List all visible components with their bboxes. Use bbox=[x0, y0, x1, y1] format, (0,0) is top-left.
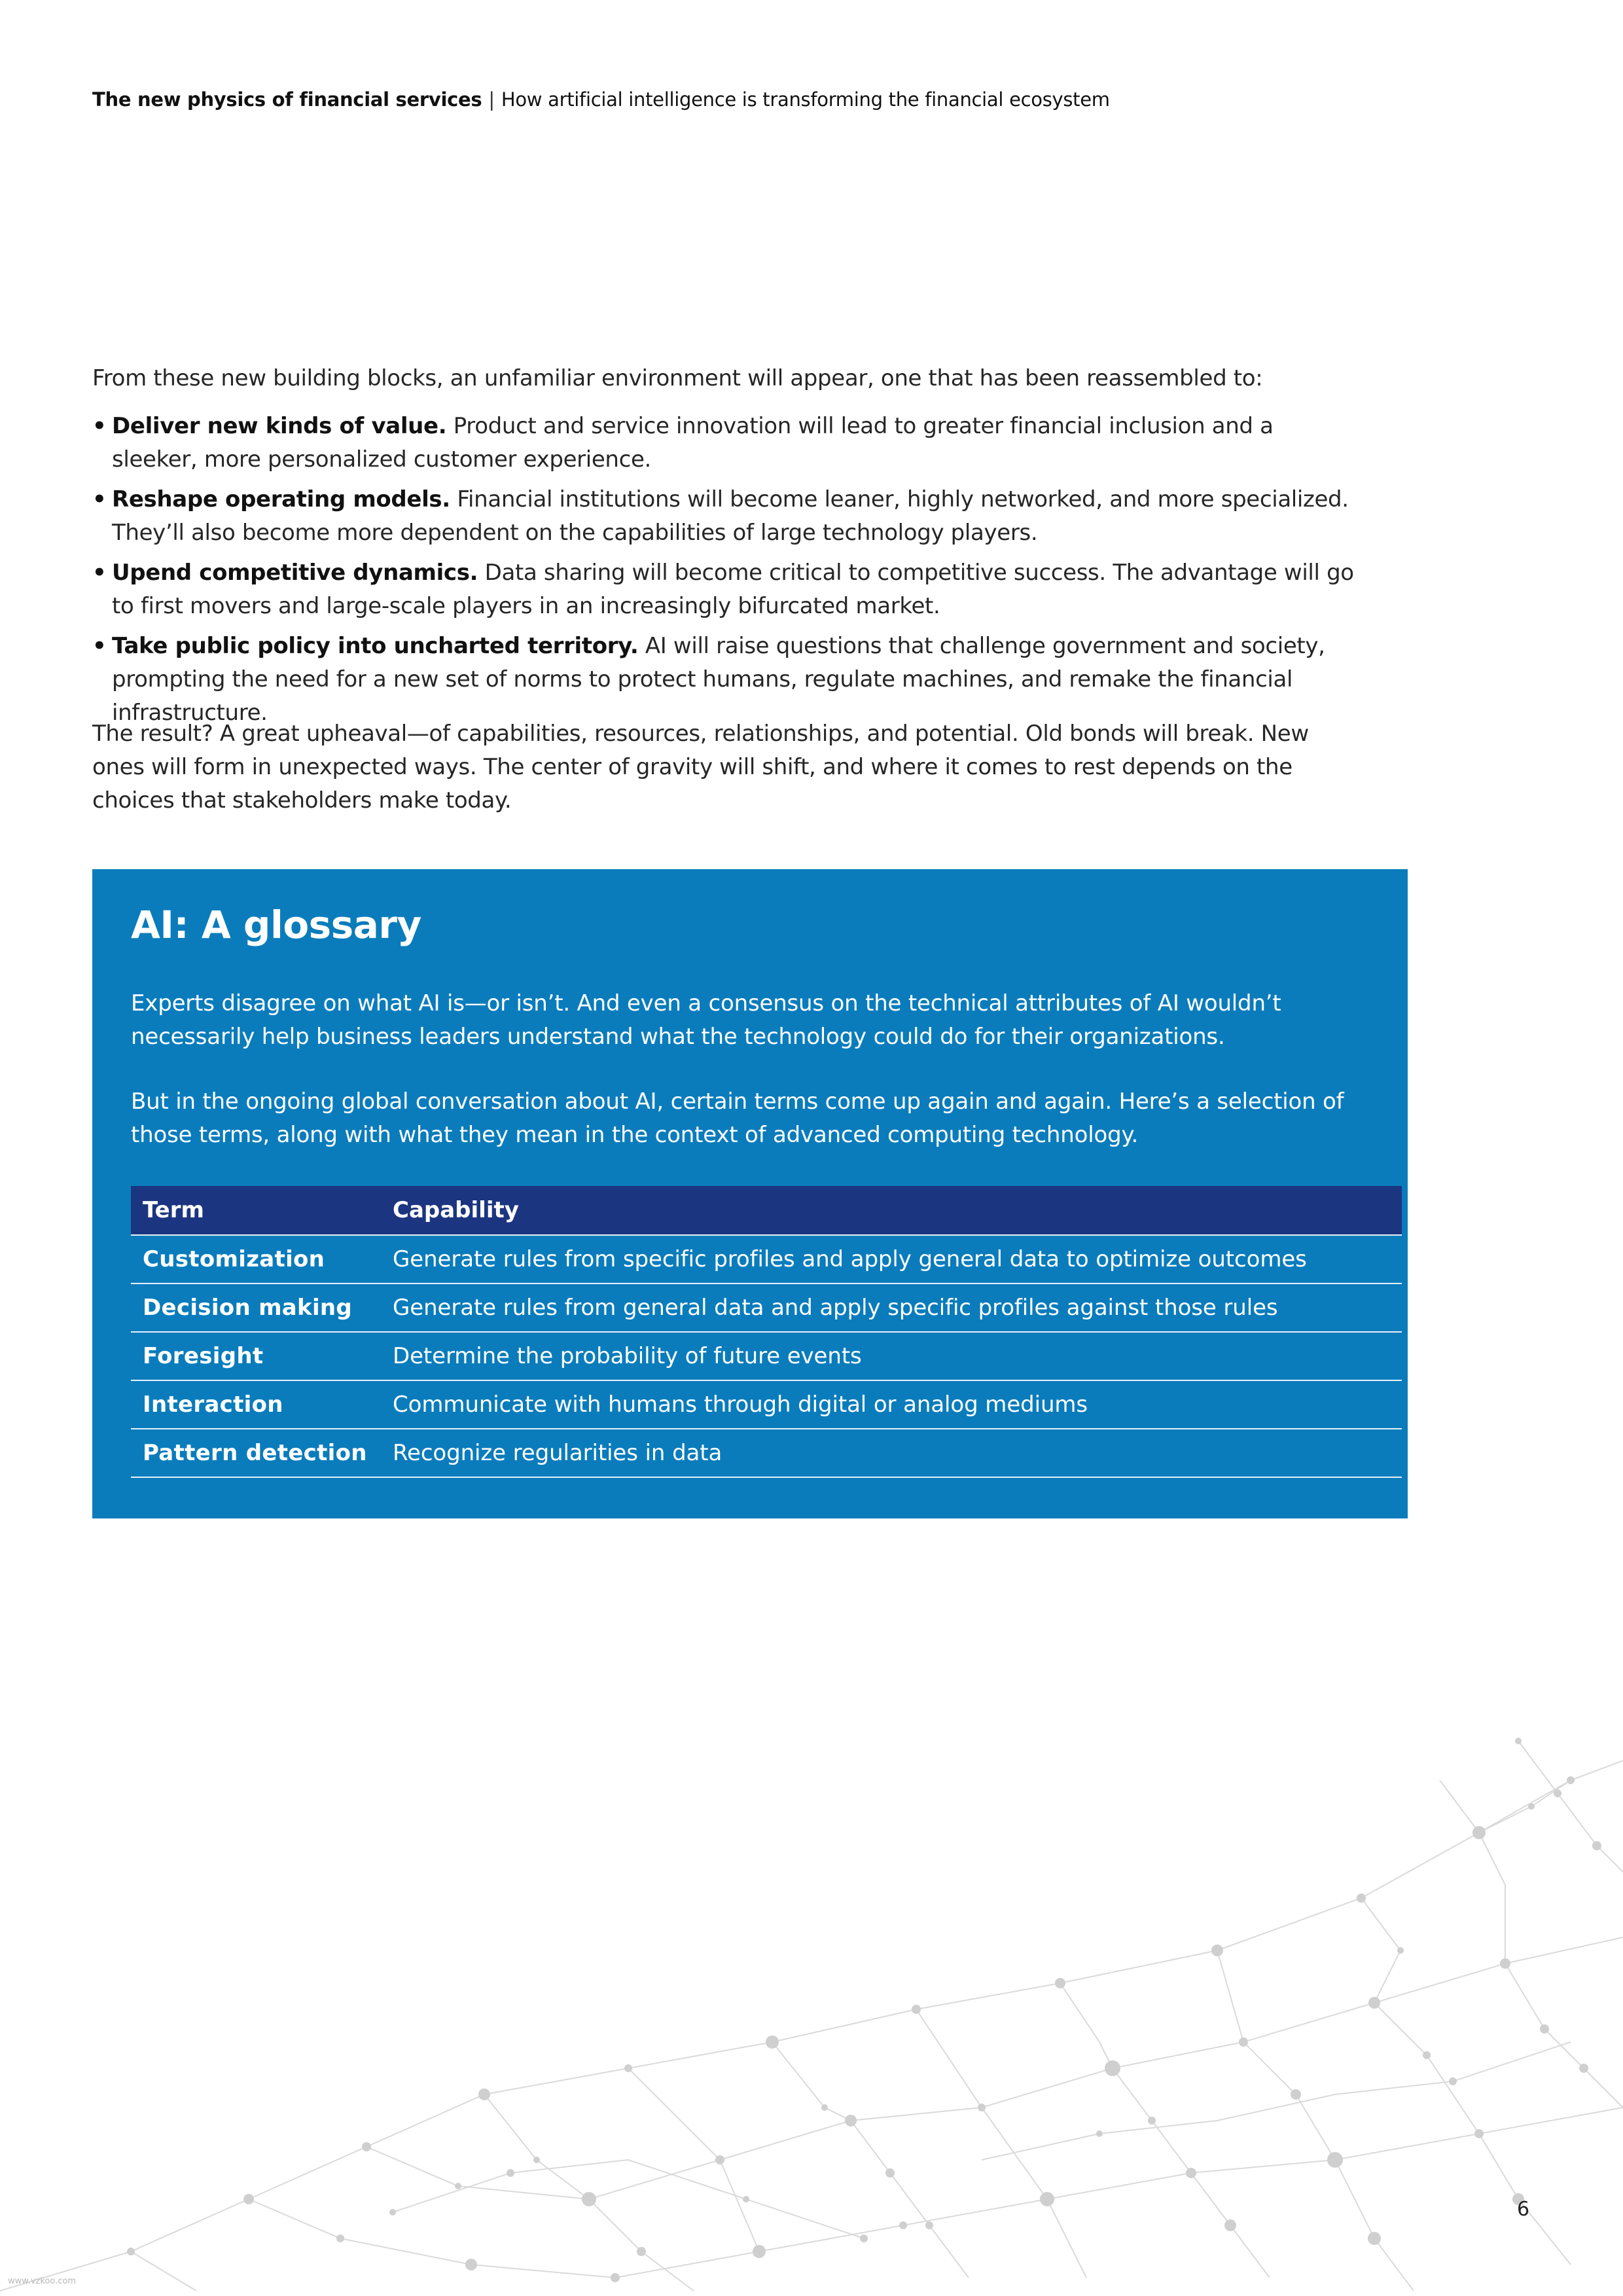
bullet-lead: Reshape operating models. bbox=[112, 486, 450, 512]
bullet-lead: Take public policy into uncharted territory. bbox=[112, 633, 639, 659]
header-subtitle: How artificial intelligence is transforming the financial ecosystem bbox=[501, 88, 1110, 111]
column-header-term: Term bbox=[131, 1186, 381, 1235]
bullet-lead: Deliver new kinds of value. bbox=[112, 413, 447, 439]
table-row bbox=[131, 1235, 1402, 1283]
capability-cell: Generate rules from general data and apply specific profiles against those rules bbox=[381, 1283, 1402, 1332]
bullet-text: Data sharing will become critical to competitive success. The advantage will go to first movers and large-scale players in an increasingly bifurcated market. bbox=[112, 560, 1354, 619]
table-row bbox=[131, 1429, 1402, 1477]
bullet-lead: Upend competitive dynamics. bbox=[112, 560, 478, 586]
term-cell: Customization bbox=[131, 1235, 381, 1283]
bullet-item bbox=[92, 410, 1355, 476]
header-separator: | bbox=[488, 88, 495, 111]
bullet-item bbox=[92, 483, 1355, 550]
watermark: www.vzkoo.com bbox=[8, 2276, 76, 2286]
bullet-text: Financial institutions will become leaner, highly networked, and more specialized. They’ll also become more dependent on the capabilities of large technology players. bbox=[112, 486, 1349, 546]
bullet-dot: • bbox=[92, 486, 107, 512]
glossary-box bbox=[92, 869, 1408, 1518]
bullet-text: AI will raise questions that challenge government and society, prompting the need for a new set of norms to protect humans, regulate machines, and remake the financial infrastructure. bbox=[112, 633, 1325, 726]
bullet-text: Product and service innovation will lead to greater financial inclusion and a sleeker, more personalized customer experience. bbox=[112, 413, 1274, 473]
table-row bbox=[131, 1380, 1402, 1429]
page-number: 6 bbox=[1517, 2198, 1530, 2221]
term-cell: Foresight bbox=[131, 1332, 381, 1380]
glossary-paragraph-1: Experts disagree on what AI is—or isn’t. And even a consensus on the technical attributes of AI wouldn’t necessarily help business leaders understand what the technology could do for their organizations. bbox=[131, 990, 1281, 1050]
table-header-row bbox=[131, 1186, 1402, 1235]
capability-cell: Communicate with humans through digital or analog mediums bbox=[381, 1380, 1402, 1429]
bullet-dot: • bbox=[92, 560, 107, 586]
term-cell: Decision making bbox=[131, 1283, 381, 1332]
result-paragraph: The result? A great upheaval—of capabilities, resources, relationships, and potential. Old bonds will break. New ones will form in unexpected ways. The center of gravity will shift, and where it comes to rest depends on the choices that stakeholders make today. bbox=[92, 721, 1309, 814]
network-background-graphic bbox=[0, 1702, 1623, 2296]
table-row bbox=[131, 1332, 1402, 1380]
running-header bbox=[92, 88, 1110, 111]
capability-cell: Determine the probability of future events bbox=[381, 1332, 1402, 1380]
capability-cell: Recognize regularities in data bbox=[381, 1429, 1402, 1477]
bullet-list bbox=[92, 410, 1355, 736]
bullet-dot: • bbox=[92, 633, 107, 659]
header-title: The new physics of financial services bbox=[92, 88, 482, 111]
term-cell: Pattern detection bbox=[131, 1429, 381, 1477]
bullet-dot: • bbox=[92, 413, 107, 439]
glossary-table bbox=[131, 1186, 1402, 1478]
term-cell: Interaction bbox=[131, 1380, 381, 1429]
capability-cell: Generate rules from specific profiles and apply general data to optimize outcomes bbox=[381, 1235, 1402, 1283]
column-header-capability: Capability bbox=[381, 1186, 1402, 1235]
glossary-paragraph-2: But in the ongoing global conversation about AI, certain terms come up again and again. Here’s a selection of those terms, along with what they mean in the context of advanced computing technology. bbox=[131, 1088, 1344, 1148]
glossary-title: AI: A glossary bbox=[131, 903, 421, 947]
intro-paragraph: From these new building blocks, an unfamiliar environment will appear, one that has been reassembled to: bbox=[92, 365, 1263, 391]
table-row bbox=[131, 1283, 1402, 1332]
bullet-item bbox=[92, 630, 1355, 730]
bullet-item bbox=[92, 556, 1355, 623]
